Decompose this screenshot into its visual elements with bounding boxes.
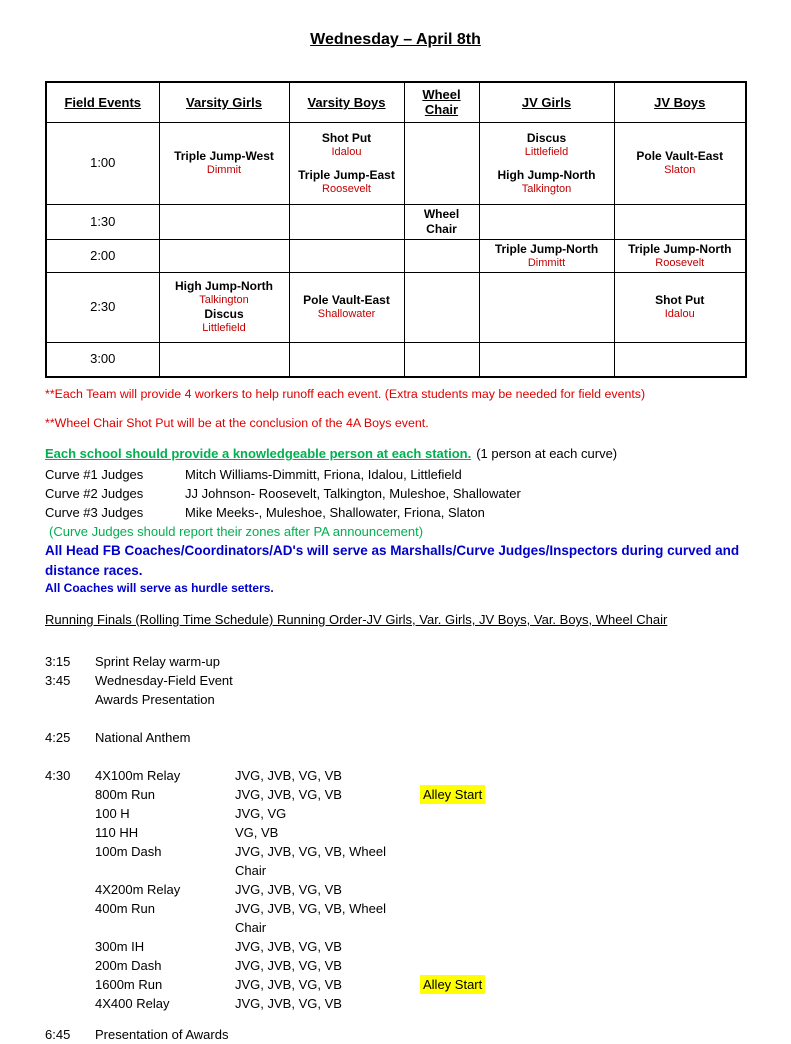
event-cell (289, 272, 404, 342)
curve-judges-list (45, 465, 746, 522)
table-row (46, 122, 746, 204)
schedule-event: 400m Run (95, 901, 155, 916)
judge-label: Curve #3 Judges (45, 505, 144, 520)
event-cell-empty (614, 342, 746, 377)
event-cell-empty (404, 239, 479, 272)
table-row (46, 342, 746, 377)
event-name: Triple Jump-North (628, 241, 732, 256)
event-cell-empty (479, 342, 614, 377)
time-cell (46, 204, 159, 239)
event-school: Littlefield (202, 322, 246, 334)
event-cell-empty (159, 239, 289, 272)
schedule-event: 800m Run (95, 787, 155, 802)
marshalls-note: All Head FB Coaches/Coordinators/AD's will serve as Marshalls/Curve Judges/Inspectors during curved and distance races. (45, 543, 740, 578)
schedule-groups: VG, VB (235, 825, 279, 840)
schedule-groups: JVG, JVB, VG, VB (235, 996, 342, 1011)
schedule-row (45, 1025, 746, 1044)
event-school: Dimmitt (527, 256, 566, 269)
event-name: Pole Vault-East (636, 149, 724, 163)
workers-note: **Each Team will provide 4 workers to help runoff each event. (Extra students may be needed for field events) (45, 387, 646, 401)
schedule-time (45, 994, 95, 1013)
header-label: Varsity Boys (307, 94, 386, 110)
time-cell (46, 239, 159, 272)
table-row (46, 204, 746, 239)
schedule-groups: JVG, JVB, VG, VB (235, 939, 342, 954)
event-cell (614, 122, 746, 204)
event-school: Roosevelt (655, 256, 705, 269)
schedule-row (45, 842, 746, 880)
schedule-groups: JVG, JVB, VG, VB, Wheel Chair (235, 901, 386, 935)
event-cell (289, 122, 404, 204)
event-cell-empty (479, 272, 614, 342)
event-name: High Jump-North (497, 167, 596, 182)
schedule-row (45, 671, 746, 709)
schedule-groups (235, 671, 420, 709)
schedule-time (45, 956, 95, 975)
header-label: Wheel Chair (422, 87, 461, 118)
schedule-event: 100m Dash (95, 844, 162, 859)
schedule-event: 4X200m Relay (95, 882, 181, 897)
time-label: 3:00 (90, 351, 116, 367)
event-entry (293, 293, 401, 321)
event-entry (163, 307, 286, 335)
event-cell-empty (479, 204, 614, 239)
event-name: High Jump-North (175, 279, 273, 293)
event-entry (618, 242, 743, 270)
event-school: Talkington (199, 294, 249, 306)
event-cell-empty (404, 272, 479, 342)
event-cell (159, 272, 289, 342)
alley-start-tag: Alley Start (420, 785, 485, 804)
schedule-row (45, 880, 746, 899)
running-schedule (45, 652, 746, 1044)
schedule-row (45, 899, 746, 937)
schedule-event: Wednesday-Field Event Awards Presentation (95, 673, 233, 707)
schedule-time (45, 937, 95, 956)
event-name: Triple Jump-West (174, 149, 274, 163)
schedule-time: 3:15 (45, 654, 71, 669)
schedule-time (45, 899, 95, 937)
schedule-row (45, 823, 746, 842)
event-entry (483, 131, 611, 159)
event-cell-empty (404, 342, 479, 377)
judge-row (45, 503, 746, 522)
curve-judges-note: (Curve Judges should report their zones after PA announcement) (49, 524, 424, 539)
judge-names: Mitch Williams-Dimmitt, Friona, Idalou, Littlefield (185, 467, 462, 482)
event-cell-empty (614, 204, 746, 239)
wheelchair-shotput-note: **Wheel Chair Shot Put will be at the conclusion of the 4A Boys event. (45, 416, 429, 430)
schedule-row (45, 956, 746, 975)
judge-names: Mike Meeks-, Muleshoe, Shallowater, Friona, Slaton (185, 505, 485, 520)
header-varsity-boys (289, 82, 404, 122)
event-school: Talkington (521, 182, 572, 195)
schedule-groups (235, 728, 420, 747)
event-name: Shot Put (655, 293, 705, 307)
event-entry (483, 168, 611, 196)
event-cell-empty (289, 342, 404, 377)
field-events-table (45, 81, 747, 378)
schedule-event: 110 HH (95, 825, 139, 840)
schedule-row (45, 937, 746, 956)
schedule-row (45, 975, 746, 994)
event-entry (163, 149, 286, 177)
event-name: Shot Put (321, 130, 372, 145)
event-cell-empty (289, 239, 404, 272)
event-cell-empty (404, 122, 479, 204)
schedule-event: National Anthem (95, 730, 191, 745)
event-school: Roosevelt (322, 182, 371, 195)
event-name: Discus (204, 307, 244, 321)
schedule-event: 4X400 Relay (95, 996, 170, 1011)
header-jv-boys (614, 82, 746, 122)
schedule-time (45, 785, 95, 804)
schedule-event: 4X100m Relay (95, 768, 181, 783)
schedule-time (45, 880, 95, 899)
schedule-groups: JVG, JVB, VG, VB (235, 958, 342, 973)
time-label: 1:00 (90, 155, 116, 170)
schedule-time (45, 823, 95, 842)
schedule-groups: JVG, JVB, VG, VB (235, 882, 342, 897)
time-label: 1:30 (90, 213, 116, 229)
event-entry (293, 168, 401, 196)
event-cell (479, 239, 614, 272)
judge-row (45, 484, 746, 503)
schedule-groups: JVG, VG (235, 806, 287, 821)
header-field-events (46, 82, 159, 122)
event-school: Shallowater (317, 308, 376, 320)
schedule-event: 300m IH (95, 939, 145, 954)
running-finals-heading: Running Finals (Rolling Time Schedule) Running Order-JV Girls, Var. Girls, JV Boys, Var. Boys, Wheel Chair (45, 612, 668, 627)
time-cell (46, 342, 159, 377)
header-varsity-girls (159, 82, 289, 122)
judge-row (45, 465, 746, 484)
schedule-groups (235, 1025, 420, 1044)
event-name: Wheel Chair (423, 206, 460, 236)
hurdle-setters-note: All Coaches will serve as hurdle setters. (45, 581, 274, 595)
schedule-row (45, 994, 746, 1013)
event-school: Idalou (664, 308, 695, 320)
judge-names: JJ Johnson- Roosevelt, Talkington, Muleshoe, Shallowater (185, 486, 521, 501)
event-school: Littlefield (524, 145, 569, 158)
schedule-time (45, 975, 95, 994)
event-cell (614, 272, 746, 342)
time-cell (46, 272, 159, 342)
event-cell-empty (159, 342, 289, 377)
schedule-event: Sprint Relay warm-up (95, 654, 220, 669)
event-school: Dimmit (206, 164, 242, 176)
event-entry (618, 293, 743, 321)
header-label: Varsity Girls (186, 94, 262, 110)
schedule-row (45, 728, 746, 747)
event-entry (293, 131, 401, 159)
schedule-groups: JVG, JVB, VG, VB (235, 977, 342, 992)
header-label: JV Girls (521, 94, 572, 110)
table-header-row (46, 82, 746, 122)
station-instruction-green: Each school should provide a knowledgeable person at each station. (45, 446, 472, 461)
event-name: Triple Jump-East (298, 167, 395, 182)
schedule-row (45, 785, 746, 804)
event-cell-empty (289, 204, 404, 239)
event-cell-empty (159, 204, 289, 239)
schedule-event: Presentation of Awards (95, 1027, 229, 1042)
schedule-time: 4:25 (45, 730, 71, 745)
event-cell (614, 239, 746, 272)
schedule-groups: JVG, JVB, VG, VB (235, 768, 342, 783)
event-cell (159, 122, 289, 204)
time-label: 2:30 (90, 299, 116, 314)
station-instruction (45, 445, 746, 462)
schedule-row (45, 804, 746, 823)
schedule-time (45, 842, 95, 880)
schedule-time (45, 804, 95, 823)
table-row (46, 272, 746, 342)
schedule-row (45, 652, 746, 671)
event-name: Pole Vault-East (303, 293, 390, 307)
header-label: JV Boys (654, 94, 706, 110)
time-cell (46, 122, 159, 204)
table-row (46, 239, 746, 272)
schedule-event: 100 H (95, 806, 130, 821)
header-label: Field Events (64, 94, 142, 110)
event-cell (404, 204, 479, 239)
event-entry (483, 242, 611, 270)
event-name: Triple Jump-North (494, 241, 599, 256)
time-label: 2:00 (90, 247, 116, 263)
schedule-time: 4:30 (45, 768, 71, 783)
event-entry (618, 149, 743, 177)
schedule-time: 6:45 (45, 1027, 71, 1042)
event-name: Discus (526, 130, 567, 145)
station-instruction-suffix: (1 person at each curve) (476, 446, 618, 461)
header-jv-girls (479, 82, 614, 122)
judge-label: Curve #2 Judges (45, 486, 144, 501)
judge-label: Curve #1 Judges (45, 467, 144, 482)
event-cell (479, 122, 614, 204)
schedule-time: 3:45 (45, 673, 71, 688)
page-title: Wednesday – April 8th (310, 31, 481, 48)
schedule-groups (235, 652, 420, 671)
event-school: Slaton (664, 164, 696, 176)
schedule-event: 1600m Run (95, 977, 163, 992)
header-wheel-chair (404, 82, 479, 122)
schedule-event: 200m Dash (95, 958, 162, 973)
schedule-groups: JVG, JVB, VG, VB, Wheel Chair (235, 844, 386, 878)
schedule-groups: JVG, JVB, VG, VB (235, 787, 342, 802)
event-school: Idalou (331, 145, 362, 158)
schedule-row (45, 766, 746, 785)
event-entry (163, 279, 286, 307)
alley-start-tag: Alley Start (420, 975, 485, 994)
